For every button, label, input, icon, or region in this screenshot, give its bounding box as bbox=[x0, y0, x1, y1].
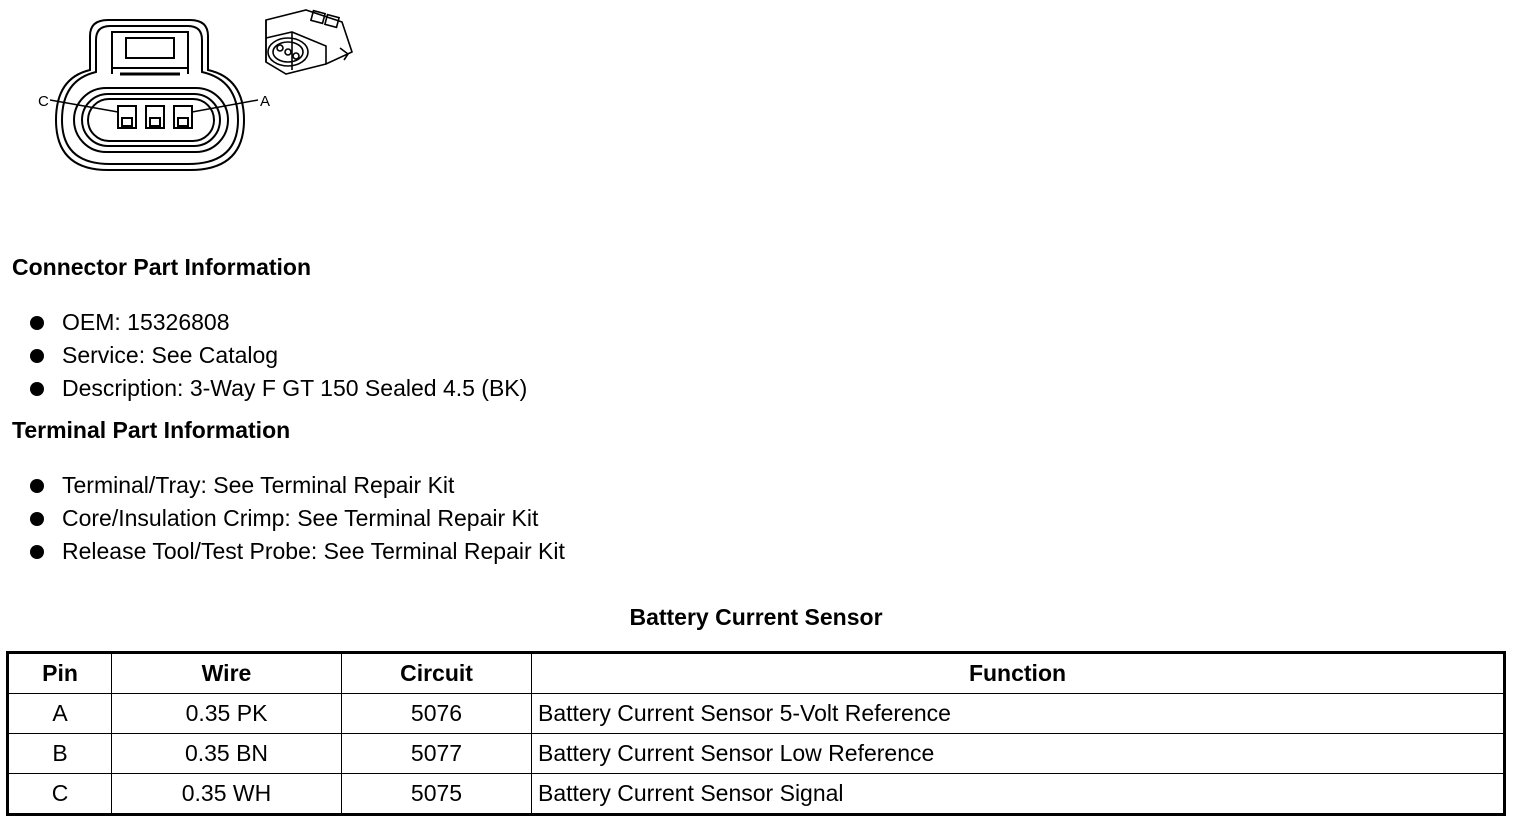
bullet-icon bbox=[30, 545, 44, 559]
list-item-text: Core/Insulation Crimp: See Terminal Repair Kit bbox=[62, 505, 539, 531]
terminal-part-info-heading: Terminal Part Information bbox=[12, 417, 291, 443]
connector-illustration bbox=[30, 8, 370, 188]
connector-part-info-list bbox=[28, 306, 527, 405]
cell-pin: A bbox=[8, 694, 112, 734]
header-function: Function bbox=[532, 653, 1505, 694]
header-wire: Wire bbox=[112, 653, 342, 694]
connector-part-info-heading: Connector Part Information bbox=[12, 254, 312, 280]
list-item-text: OEM: 15326808 bbox=[62, 309, 230, 335]
table-header-row bbox=[8, 653, 1505, 694]
cell-circuit: 5075 bbox=[342, 774, 532, 815]
connector-face-drawing bbox=[30, 8, 370, 188]
header-circuit: Circuit bbox=[342, 653, 532, 694]
pin-label-c: C bbox=[38, 93, 49, 110]
list-item bbox=[28, 306, 527, 339]
table-row bbox=[8, 774, 1505, 815]
list-item bbox=[28, 372, 527, 405]
bullet-icon bbox=[30, 479, 44, 493]
table-row bbox=[8, 734, 1505, 774]
pin-function-table bbox=[6, 651, 1506, 816]
list-item-text: Description: 3-Way F GT 150 Sealed 4.5 (BK) bbox=[62, 375, 528, 401]
table-row bbox=[8, 694, 1505, 734]
connector-isometric-icon bbox=[266, 10, 352, 74]
list-item-text: Terminal/Tray: See Terminal Repair Kit bbox=[62, 472, 455, 498]
list-item bbox=[28, 469, 565, 502]
bullet-icon bbox=[30, 512, 44, 526]
list-item bbox=[28, 339, 527, 372]
terminal-part-info-list bbox=[28, 469, 565, 568]
cell-wire: 0.35 BN bbox=[112, 734, 342, 774]
cell-pin: C bbox=[8, 774, 112, 815]
header-pin: Pin bbox=[8, 653, 112, 694]
cell-wire: 0.35 PK bbox=[112, 694, 342, 734]
cell-circuit: 5077 bbox=[342, 734, 532, 774]
pin-label-a: A bbox=[260, 93, 271, 110]
cell-function: Battery Current Sensor 5-Volt Reference bbox=[532, 694, 1505, 734]
table-title: Battery Current Sensor bbox=[629, 604, 883, 630]
bullet-icon bbox=[30, 349, 44, 363]
cell-function: Battery Current Sensor Low Reference bbox=[532, 734, 1505, 774]
cell-wire: 0.35 WH bbox=[112, 774, 342, 815]
list-item-text: Release Tool/Test Probe: See Terminal Repair Kit bbox=[62, 538, 565, 564]
list-item bbox=[28, 502, 565, 535]
cell-pin: B bbox=[8, 734, 112, 774]
list-item-text: Service: See Catalog bbox=[62, 342, 279, 368]
bullet-icon bbox=[30, 382, 44, 396]
cell-function: Battery Current Sensor Signal bbox=[532, 774, 1505, 815]
bullet-icon bbox=[30, 316, 44, 330]
list-item bbox=[28, 535, 565, 568]
cell-circuit: 5076 bbox=[342, 694, 532, 734]
